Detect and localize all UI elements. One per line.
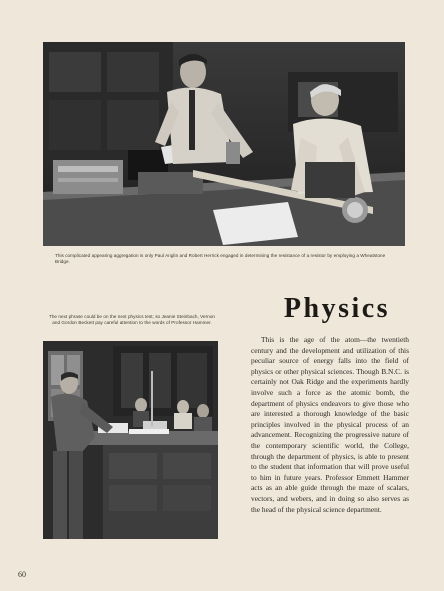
lecture-photo-bottom-image <box>43 341 218 539</box>
top-photo-caption: This complicated appearing aggregation is only Paul Anglin and Robert Herrick engaged in determining the resistance of a resistor by employing a Wheatstone Bridge. <box>55 253 386 265</box>
bottom-photo-caption: The next phrase could be on the next physics test; so Jeanie Steinbach, Vernon and Gordon Beckett pay careful attention to the words of Professor Hammer. <box>48 314 216 326</box>
article-body: This is the age of the atom—the twentieth century and the development and utilization of this peculiar source of energy falls into the field of physics or other physical sciences. Though B.N.C. is certainly not Oak Ridge and the experiments hardly involve such a force as the atomic bomb, the department of physics endeavors to give those who are interested a thorough knowledge of the basic principles involved in the physical process of an advancement. Recognizing the progressive nature of the contemporary scientific world, the College, through the department of physics, is able to present to the student that information that will prove useful to him in future years. Professor Emmett Hammer acts as an able guide through the maze of scalars, vectors, and webers, and in doing so also serves as the head of the physical science department. <box>251 335 409 514</box>
page-title: Physics <box>283 293 391 324</box>
lab-photo-top-image <box>43 42 405 246</box>
page-number: 60 <box>18 570 26 579</box>
lab-photo-wheatstone-bridge <box>43 42 405 246</box>
lecture-photo-professor-hammer <box>43 341 218 539</box>
